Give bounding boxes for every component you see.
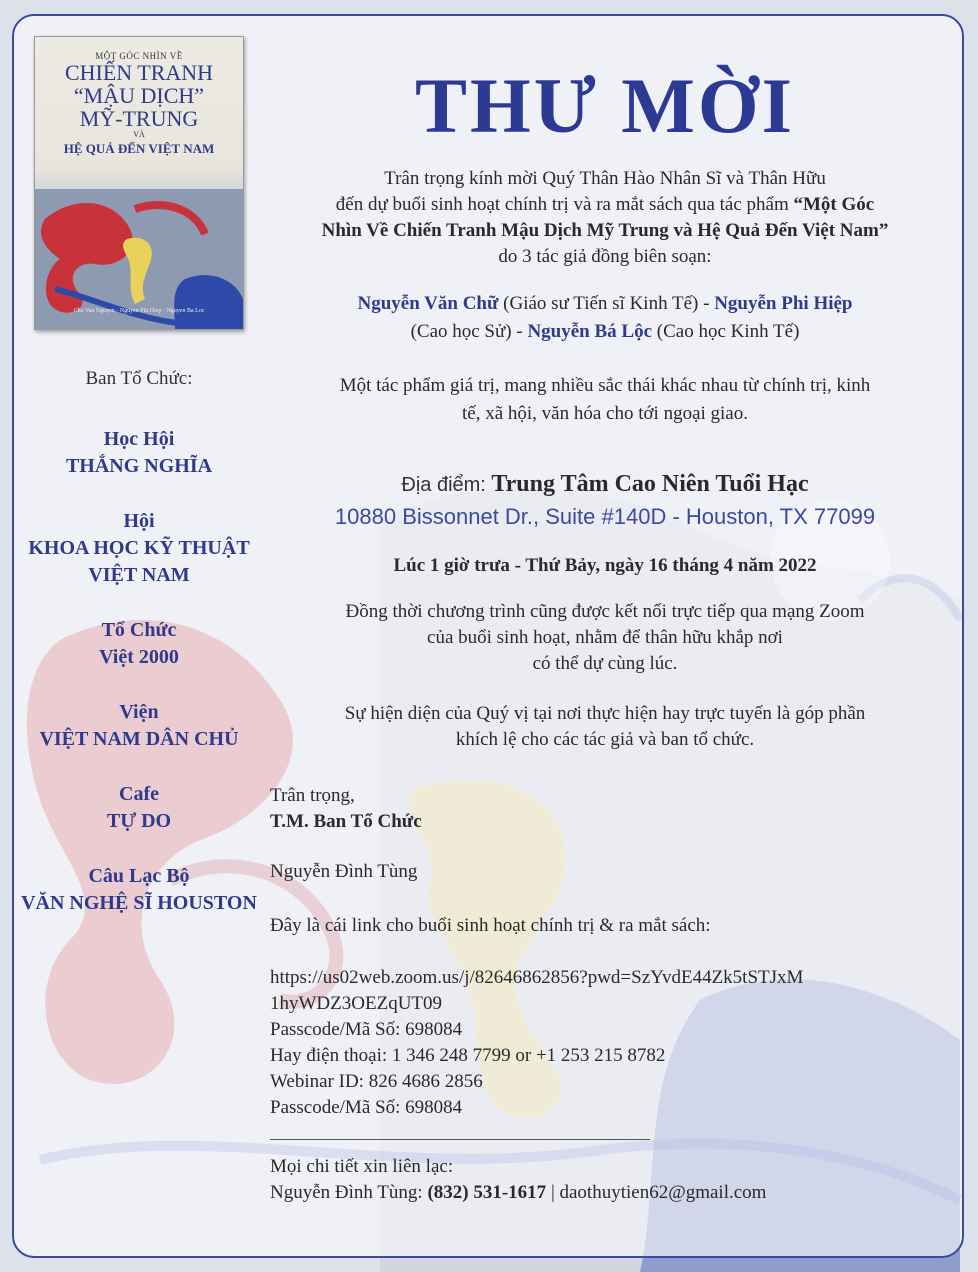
intro-line <box>270 192 940 218</box>
organization-line: KHOA HỌC KỸ THUẬT <box>28 537 250 559</box>
organization-line: Hội <box>123 510 155 532</box>
organization-line: VIỆT NAM DÂN CHỦ <box>39 728 239 750</box>
zoom-line: Đồng thời chương trình cũng được kết nối trực tiếp qua mạng Zoom <box>345 601 865 622</box>
organization-line: VĂN NGHỆ SĨ HOUSTON <box>21 892 257 914</box>
book-title: “Một Góc <box>793 194 875 215</box>
author-title: (Cao học Kinh Tế) <box>652 321 800 342</box>
authors-line <box>270 318 940 346</box>
book-title: Nhìn Về Chiến Tranh Mậu Dịch Mỹ Trung và Hệ Quả Đến Việt Nam” <box>321 220 889 241</box>
passcode: Passcode/Mã Số: 698084 <box>270 1097 463 1118</box>
description-line: tế, xã hội, văn hóa cho tới ngoại giao. <box>461 403 748 424</box>
organization-line: Tổ Chức <box>101 619 177 641</box>
zoom-url[interactable]: https://us02web.zoom.us/j/82646862856?pwd=SzYvdE44Zk5tSTJxM <box>270 967 804 988</box>
zoom-paragraph <box>270 599 940 677</box>
intro-paragraph <box>270 166 940 270</box>
signature-org: T.M. Ban Tổ Chức <box>270 811 422 832</box>
book-cover-line: MỘT GÓC NHÌN VỀ <box>95 51 183 61</box>
author-name: Nguyễn Văn Chữ <box>357 293 499 314</box>
description-paragraph <box>270 372 940 428</box>
organization <box>14 699 264 753</box>
presence-line: Sự hiện diện của Quý vị tại nơi thực hiện hay trực tuyến là góp phần <box>344 703 866 724</box>
organization <box>14 863 264 917</box>
presence-paragraph <box>270 701 940 753</box>
book-cover-title: “MẬU DỊCH” <box>73 83 205 108</box>
organization-line: Cafe <box>119 783 159 805</box>
organization-line: Viện <box>119 701 159 723</box>
contact-line <box>270 1180 940 1206</box>
divider <box>270 1139 650 1140</box>
venue-address: 10880 Bissonnet Dr., Suite #140D - Houston, TX 77099 <box>334 504 876 529</box>
zoom-line: có thể dự cùng lúc. <box>532 653 678 674</box>
organization-line: Việt 2000 <box>99 646 179 668</box>
zoom-line: của buổi sinh hoạt, nhằm để thân hữu khắp nơi <box>427 627 783 648</box>
organization <box>14 781 264 835</box>
zoom-details <box>270 965 940 1121</box>
link-intro: Đây là cái link cho buổi sinh hoạt chính trị & ra mắt sách: <box>270 915 711 936</box>
organization-line: Học Hội <box>103 428 175 450</box>
intro-line: do 3 tác giả đồng biên soạn: <box>498 246 712 267</box>
contact-intro: Mọi chi tiết xin liên lạc: <box>270 1156 454 1177</box>
contact-name: Nguyễn Đình Tùng: <box>270 1182 428 1203</box>
phone-numbers: Hay điện thoại: 1 346 248 7799 or +1 253 215 8782 <box>270 1045 666 1066</box>
organization <box>14 508 264 589</box>
closing-block <box>270 783 940 835</box>
organizers-label: Ban Tổ Chức: <box>85 368 193 389</box>
book-cover-title: CHIẾN TRANH <box>64 60 214 85</box>
organization-line: TỰ DO <box>106 810 172 832</box>
author-title: (Cao học Sử) - <box>410 321 528 342</box>
presence-line: khích lệ cho các tác giả và ban tổ chức. <box>455 729 755 750</box>
intro-text: đến dự buổi sinh hoạt chính trị và ra mắt sách qua tác phẩm <box>335 194 794 215</box>
authors-line <box>270 290 940 318</box>
book-cover-authors: Chu Van Nguyen · Nguyen Phi Hiep · Nguyen Ba Loc <box>73 308 205 314</box>
authors-paragraph <box>270 290 940 346</box>
contact-block <box>270 1154 940 1206</box>
organization-line: THẮNG NGHĨA <box>65 455 213 477</box>
organization-line: VIỆT NAM <box>88 564 190 586</box>
venue-block <box>270 468 940 533</box>
book-cover <box>34 36 244 330</box>
invitation-letter <box>270 62 940 1206</box>
book-cover-line: VÀ <box>133 130 145 139</box>
venue-name: Trung Tâm Cao Niên Tuổi Hạc <box>491 471 809 497</box>
contact-separator: | <box>546 1182 560 1203</box>
webinar-id: Webinar ID: 826 4686 2856 <box>270 1071 483 1092</box>
contact-email[interactable]: daothuytien62@gmail.com <box>559 1182 767 1203</box>
organization <box>14 426 264 480</box>
book-cover-subtitle: HỆ QUẢ ĐẾN VIỆT NAM <box>63 141 215 156</box>
description-line: Một tác phẩm giá trị, mang nhiều sắc thái khác nhau từ chính trị, kinh <box>339 375 871 396</box>
organization <box>14 617 264 671</box>
intro-line: Trân trọng kính mời Quý Thân Hào Nhân Sĩ và Thân Hữu <box>384 168 826 189</box>
passcode: Passcode/Mã Số: 698084 <box>270 1019 463 1040</box>
author-title: (Giáo sư Tiến sĩ Kinh Tế) - <box>498 293 715 314</box>
organization-line: Câu Lạc Bộ <box>88 865 190 887</box>
author-name: Nguyễn Bá Lộc <box>527 321 653 342</box>
book-cover-title: MỸ-TRUNG <box>79 106 199 131</box>
contact-phone: (832) 531-1617 <box>427 1182 547 1203</box>
event-time: Lúc 1 giờ trưa - Thứ Bảy, ngày 16 tháng 4 năm 2022 <box>393 555 817 576</box>
zoom-url[interactable]: 1hyWDZ3OEZqUT09 <box>270 993 443 1014</box>
organizers-sidebar <box>14 368 264 945</box>
closing-text: Trân trọng, <box>270 785 355 806</box>
venue-line <box>270 468 940 501</box>
signer-name: Nguyễn Đình Tùng <box>270 861 418 882</box>
letter-title: THƯ MỜI <box>415 62 795 149</box>
venue-label: Địa điểm: <box>401 474 492 496</box>
author-name: Nguyễn Phi Hiệp <box>714 293 853 314</box>
